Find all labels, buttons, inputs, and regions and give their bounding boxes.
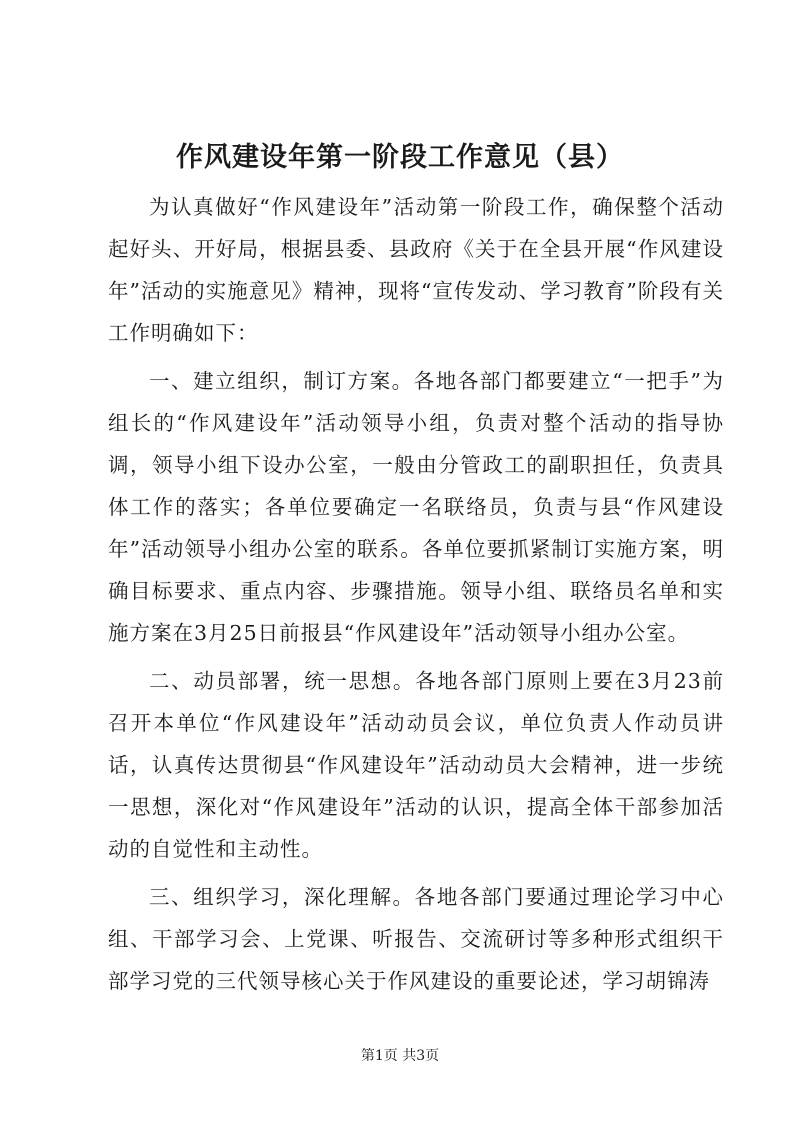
document-title: 作风建设年第一阶段工作意见（县） bbox=[176, 142, 624, 173]
page-number-footer: 第1页 共3页 bbox=[360, 1048, 440, 1064]
paragraph-intro: 为认真做好“作风建设年”活动第一阶段工作，确保整个活动起好头、开好局，根据县委、县政府《关于在全县开展“作风建设年”活动的实施意见》精神，现将“宣传发动、学习教育”阶段有关工作明确如下： bbox=[108, 195, 724, 345]
paragraph-section-3: 三、组织学习，深化理解。各地各部门要通过理论学习中心组、干部学习会、上党课、听报告、交流研讨等多种形式组织干部学习党的三代领导核心关于作风建设的重要论述，学习胡锦涛 bbox=[108, 885, 724, 993]
document-body bbox=[108, 186, 724, 1008]
paragraph-section-1: 一、建立组织，制订方案。各地各部门都要建立“一把手”为组长的“作风建设年”活动领导小组，负责对整个活动的指导协调，领导小组下设办公室，一般由分管政工的副职担任，负责具体工作的落实；各单位要确定一名联络员，负责与县“作风建设年”活动领导小组办公室的联系。各单位要抓紧制订实施方案，明确目标要求、重点内容、步骤措施。领导小组、联络员名单和实施方案在3月25日前报县“作风建设年”活动领导小组办公室。 bbox=[108, 369, 724, 645]
paragraph-section-2: 二、动员部署，统一思想。各地各部门原则上要在3月23前召开本单位“作风建设年”活动动员会议，单位负责人作动员讲话，认真传达贯彻县“作风建设年”活动动员大会精神，进一步统一思想，深化对“作风建设年”活动的认识，提高全体干部参加活动的自觉性和主动性。 bbox=[108, 669, 724, 861]
